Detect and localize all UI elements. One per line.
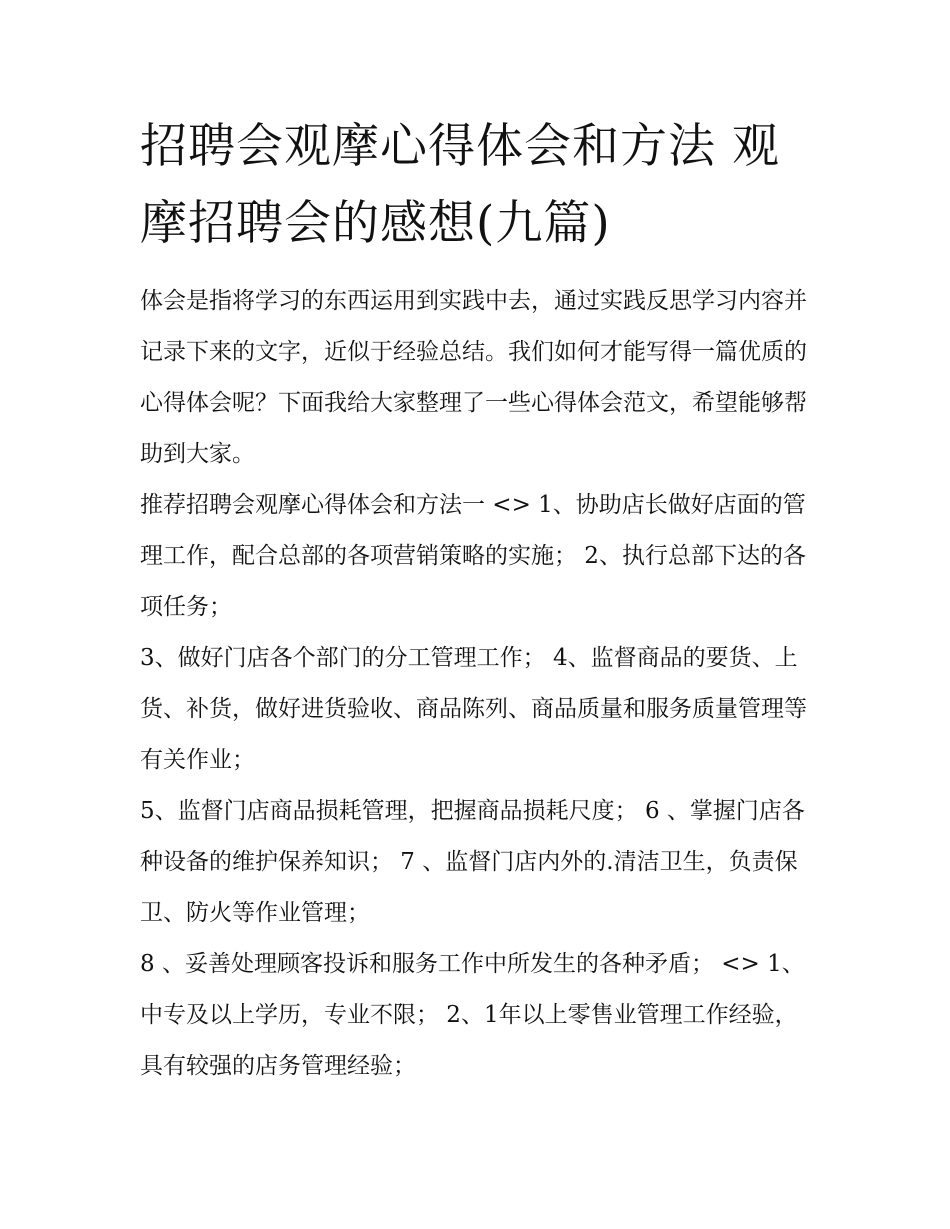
paragraph-duties-3: 5、监督门店商品损耗管理，把握商品损耗尺度； 6 、掌握门店各种设备的维护保养知识； 7 、监督门店内外的.清洁卫生，负责保卫、防火等作业管理； xyxy=(140,798,805,926)
paragraph-requirements: 8 、妥善处理顾客投诉和服务工作中所发生的各种矛盾； <> 1、中专及以上学历，专业不限； 2、1年以上零售业管理工作经验，具有较强的店务管理经验； xyxy=(140,951,805,1079)
document-title: 招聘会观摩心得体会和方法 观摩招聘会的感想(九篇) xyxy=(140,119,780,251)
document-page xyxy=(140,108,815,1092)
paragraph-duties-1: 推荐招聘会观摩心得体会和方法一 <> 1、协助店长做好店面的管理工作，配合总部的各项营销策略的实施； 2、执行总部下达的各项任务； xyxy=(140,492,806,620)
paragraph-intro: 体会是指将学习的东西运用到实践中去，通过实践反思学习内容并记录下来的文字，近似于经验总结。我们如何才能写得一篇优质的心得体会呢？下面我给大家整理了一些心得体会范文，希望能够帮助到大家。 xyxy=(140,288,807,467)
paragraph-duties-2: 3、做好门店各个部门的分工管理工作； 4、监督商品的要货、上货、补货，做好进货验收、商品陈列、商品质量和服务质量管理等有关作业； xyxy=(140,645,807,773)
